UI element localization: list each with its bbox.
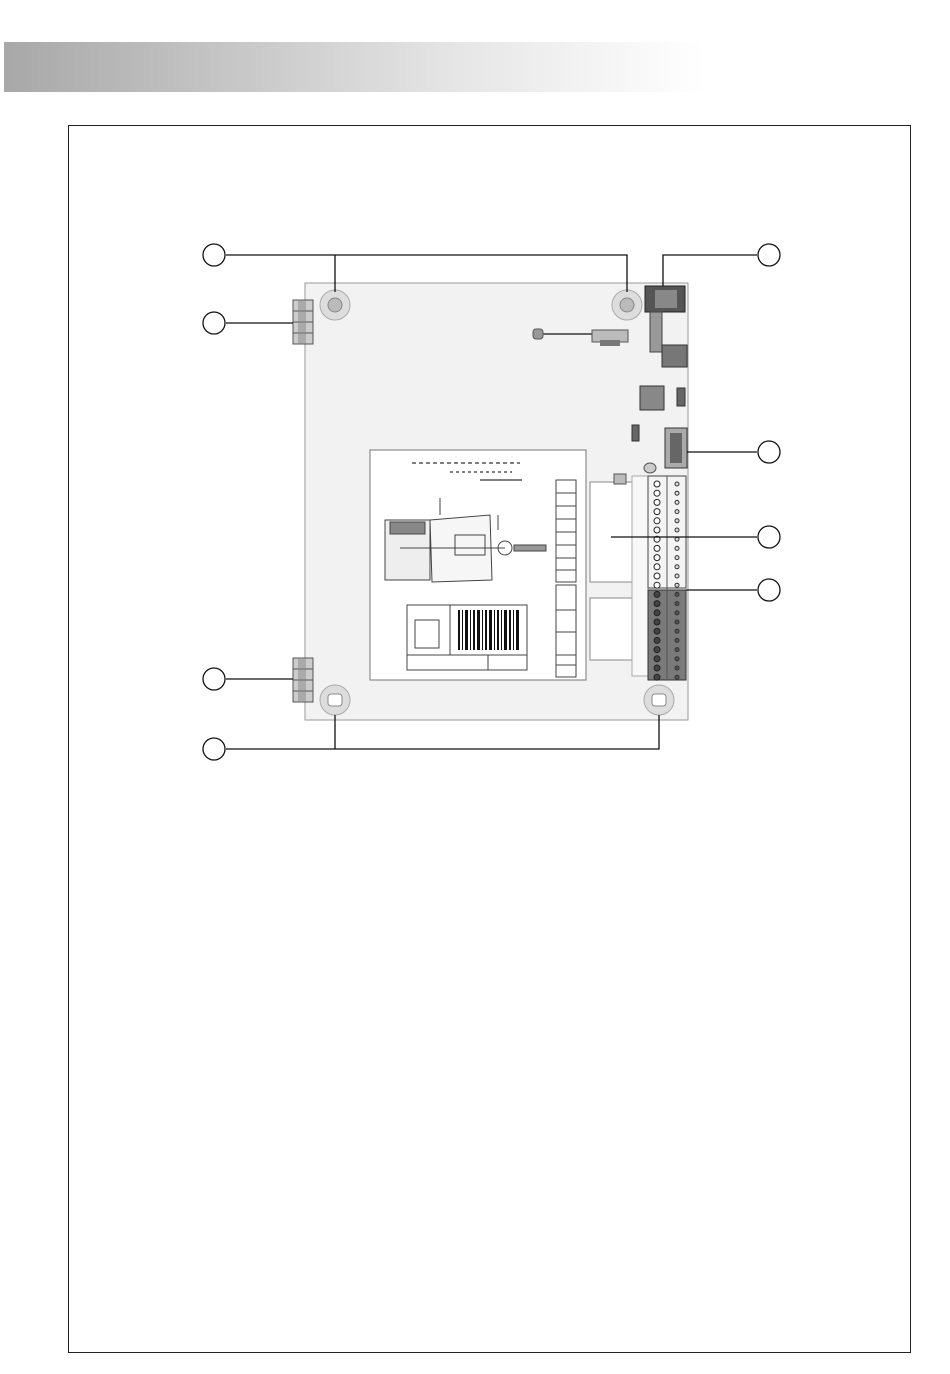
- component-chip-2: [640, 386, 664, 410]
- terminal-screw: [654, 591, 660, 597]
- terminal-contact: [675, 556, 679, 560]
- component-chip-4: [632, 425, 639, 441]
- terminal-contact: [675, 611, 679, 615]
- terminal-contact: [675, 519, 679, 523]
- relay-block: [590, 463, 656, 676]
- terminal-contact: [675, 565, 679, 569]
- terminal-contact: [675, 620, 679, 624]
- terminal-screw: [654, 499, 660, 505]
- callout-side-connector: [758, 441, 780, 463]
- terminal-contact: [675, 574, 679, 578]
- mounting-hole-top-right: [612, 290, 642, 320]
- terminal-contact: [675, 675, 679, 679]
- terminal-screw: [654, 518, 660, 524]
- terminal-contact: [675, 592, 679, 596]
- terminal-screw: [654, 545, 660, 551]
- terminal-contact: [675, 546, 679, 550]
- terminal-screw: [654, 628, 660, 634]
- terminal-screw: [654, 601, 660, 607]
- callout-mounting-holes-bottom: [203, 738, 225, 760]
- callout-power-connector: [758, 244, 780, 266]
- terminal-contact: [675, 648, 679, 652]
- callout-relay-block: [758, 526, 780, 548]
- terminal-screw: [654, 555, 660, 561]
- terminal-contact: [675, 629, 679, 633]
- side-connector: [665, 428, 687, 468]
- mounting-hole-bottom-right: [644, 685, 674, 715]
- terminal-contact: [675, 528, 679, 532]
- terminal-screw: [654, 490, 660, 496]
- terminal-screw: [654, 637, 660, 643]
- terminal-contact: [675, 638, 679, 642]
- barcode-block: [407, 605, 527, 670]
- terminal-screw: [654, 573, 660, 579]
- terminal-screw: [654, 527, 660, 533]
- terminal-screw: [654, 647, 660, 653]
- terminal-contact: [675, 537, 679, 541]
- terminal-screw: [654, 610, 660, 616]
- terminal-contact: [675, 500, 679, 504]
- callout-terminal-block: [758, 579, 780, 601]
- component-chip-1: [662, 345, 687, 367]
- terminal-screw: [654, 674, 660, 680]
- terminal-contact: [675, 491, 679, 495]
- terminal-contact: [675, 510, 679, 514]
- terminal-screw: [654, 582, 660, 588]
- terminal-screw: [654, 481, 660, 487]
- terminal-contact: [675, 602, 679, 606]
- terminal-screw: [654, 619, 660, 625]
- terminal-screw: [654, 564, 660, 570]
- terminal-contact: [675, 666, 679, 670]
- callout-enclosure-clips-bottom: [203, 668, 225, 690]
- terminal-screw: [654, 665, 660, 671]
- terminal-contact: [675, 657, 679, 661]
- callout-enclosure-clips-top: [203, 312, 225, 334]
- terminal-contact: [675, 583, 679, 587]
- enclosure-clip-bottom: [293, 658, 313, 702]
- label-checkbox-column: [556, 480, 576, 677]
- product-label: [370, 450, 586, 680]
- terminal-contact: [675, 482, 679, 486]
- enclosure-clip-top: [293, 300, 313, 344]
- mounting-hole-bottom-left: [320, 685, 350, 715]
- callout-mounting-holes-top: [203, 244, 225, 266]
- terminal-screw: [654, 509, 660, 515]
- terminal-screw: [654, 656, 660, 662]
- mounting-hole-top-left: [320, 290, 350, 320]
- leader-power-connector: [663, 255, 757, 286]
- component-chip-3: [677, 388, 685, 406]
